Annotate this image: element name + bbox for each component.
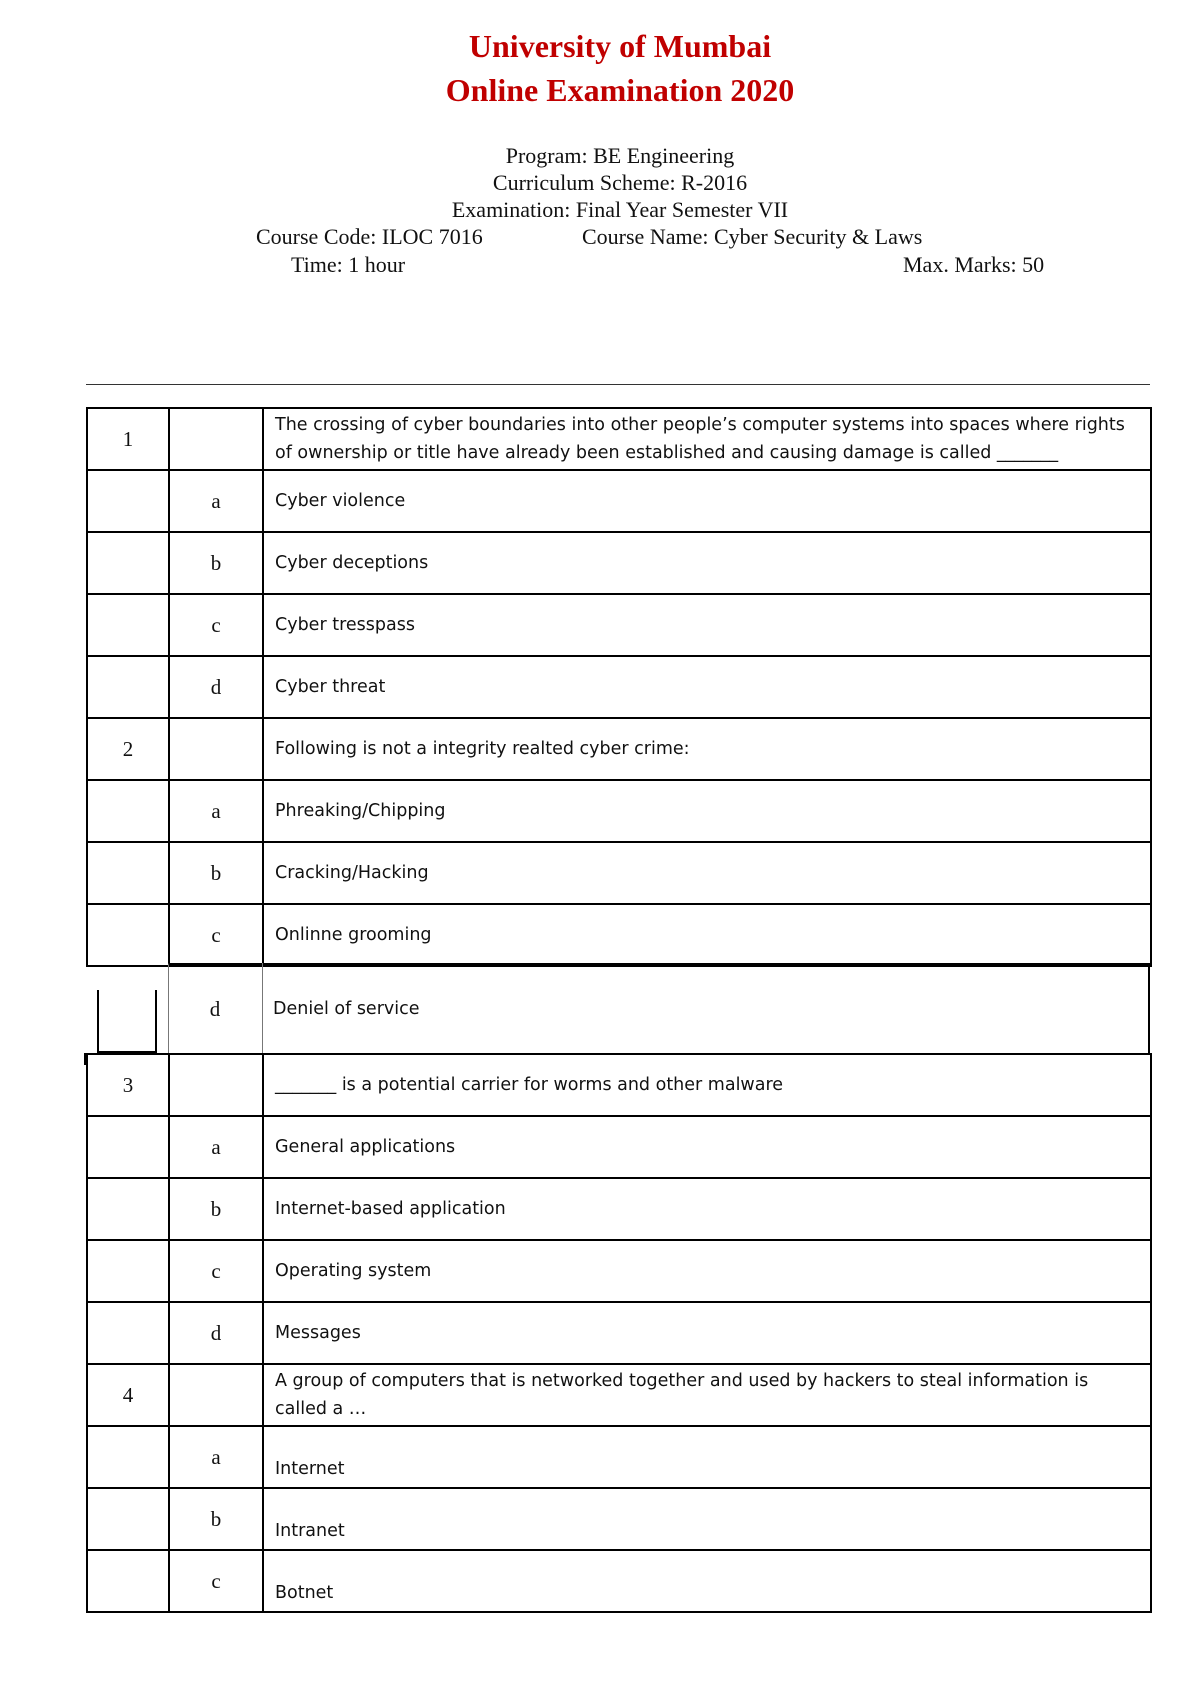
option-text: Internet-based application — [263, 1178, 1151, 1240]
option-row — [87, 532, 1151, 594]
course-code-label: Course Code: ILOC 7016 — [256, 224, 483, 249]
scheme-label: Curriculum Scheme: R-2016 — [492, 170, 748, 195]
question-number: 2 — [87, 718, 169, 780]
question-table-part-1 — [86, 407, 1152, 967]
option-text: Cyber threat — [263, 656, 1151, 718]
question-row — [87, 1054, 1151, 1116]
empty-cell — [87, 1302, 169, 1364]
question-text: _______ is a potential carrier for worms and other malware — [263, 1054, 1151, 1116]
option-text: Operating system — [263, 1240, 1151, 1302]
empty-cell — [87, 656, 169, 718]
examination-label: Examination: Final Year Semester VII — [451, 197, 789, 222]
exam-title: Online Examination 2020 — [445, 72, 795, 108]
option-label: a — [169, 1116, 263, 1178]
option-label: b — [169, 1488, 263, 1550]
option-text: Internet — [263, 1426, 1151, 1488]
option-text: Cyber violence — [263, 470, 1151, 532]
option-label: d — [169, 656, 263, 718]
university-title: University of Mumbai — [468, 28, 772, 64]
empty-cell — [87, 842, 169, 904]
option-label: d — [169, 1302, 263, 1364]
empty-cell — [87, 1178, 169, 1240]
empty-cell — [87, 904, 169, 966]
option-label: c — [169, 904, 263, 966]
question-text: The crossing of cyber boundaries into other people’s computer systems into spaces where rights of ownership or title have already been established and causing damage is called _______ — [263, 408, 1151, 470]
option-text: Phreaking/Chipping — [263, 780, 1151, 842]
time-label: Time: 1 hour — [291, 252, 406, 277]
option-text: Botnet — [263, 1550, 1151, 1612]
option-text: Cracking/Hacking — [263, 842, 1151, 904]
option-row — [87, 1178, 1151, 1240]
option-row — [87, 904, 1151, 966]
question-number: 4 — [87, 1364, 169, 1426]
option-label: b — [169, 532, 263, 594]
empty-cell — [87, 1550, 169, 1612]
empty-cell — [87, 532, 169, 594]
program-label: Program: BE Engineering — [505, 143, 735, 168]
question-row — [87, 1364, 1151, 1426]
option-row — [87, 1302, 1151, 1364]
option-row — [87, 1240, 1151, 1302]
option-label: b — [169, 842, 263, 904]
option-label: a — [169, 1426, 263, 1488]
question-text: A group of computers that is networked together and used by hackers to steal information is called a … — [263, 1364, 1151, 1426]
course-name-label: Course Name: Cyber Security & Laws — [582, 224, 923, 249]
option-label: d — [209, 996, 221, 1021]
option-row — [87, 780, 1151, 842]
empty-cell — [87, 594, 169, 656]
question-text: Following is not a integrity realted cyber crime: — [263, 718, 1151, 780]
empty-cell — [87, 470, 169, 532]
question-table-part-2 — [86, 1053, 1152, 1613]
header-divider — [86, 384, 1150, 385]
option-label: a — [169, 780, 263, 842]
option-row — [87, 594, 1151, 656]
empty-cell — [169, 408, 263, 470]
option-row — [87, 1550, 1151, 1612]
empty-cell — [169, 718, 263, 780]
empty-cell — [87, 1426, 169, 1488]
question-number: 1 — [87, 408, 169, 470]
empty-cell — [87, 1240, 169, 1302]
option-row — [87, 470, 1151, 532]
empty-cell — [87, 1116, 169, 1178]
question-row — [87, 718, 1151, 780]
question-number: 3 — [87, 1054, 169, 1116]
max-marks-label: Max. Marks: 50 — [903, 252, 1045, 277]
option-text: Deniel of service — [273, 999, 420, 1019]
empty-cell-box — [97, 990, 157, 1053]
option-label: a — [169, 470, 263, 532]
option-text: General applications — [263, 1116, 1151, 1178]
question-row — [87, 408, 1151, 470]
empty-cell — [87, 1488, 169, 1550]
option-text: Messages — [263, 1302, 1151, 1364]
empty-cell — [169, 1364, 263, 1426]
empty-cell — [169, 1054, 263, 1116]
option-label: c — [169, 1240, 263, 1302]
option-row — [87, 842, 1151, 904]
option-row — [87, 1116, 1151, 1178]
empty-cell — [87, 780, 169, 842]
option-label: c — [169, 1550, 263, 1612]
option-text: Onlinne grooming — [263, 904, 1151, 966]
option-row — [87, 1488, 1151, 1550]
option-label: b — [169, 1178, 263, 1240]
cell-divider — [262, 963, 263, 1055]
option-text: Cyber tresspass — [263, 594, 1151, 656]
option-row — [87, 656, 1151, 718]
option-text: Cyber deceptions — [263, 532, 1151, 594]
option-row — [87, 1426, 1151, 1488]
option-label: c — [169, 594, 263, 656]
option-text: Intranet — [263, 1488, 1151, 1550]
